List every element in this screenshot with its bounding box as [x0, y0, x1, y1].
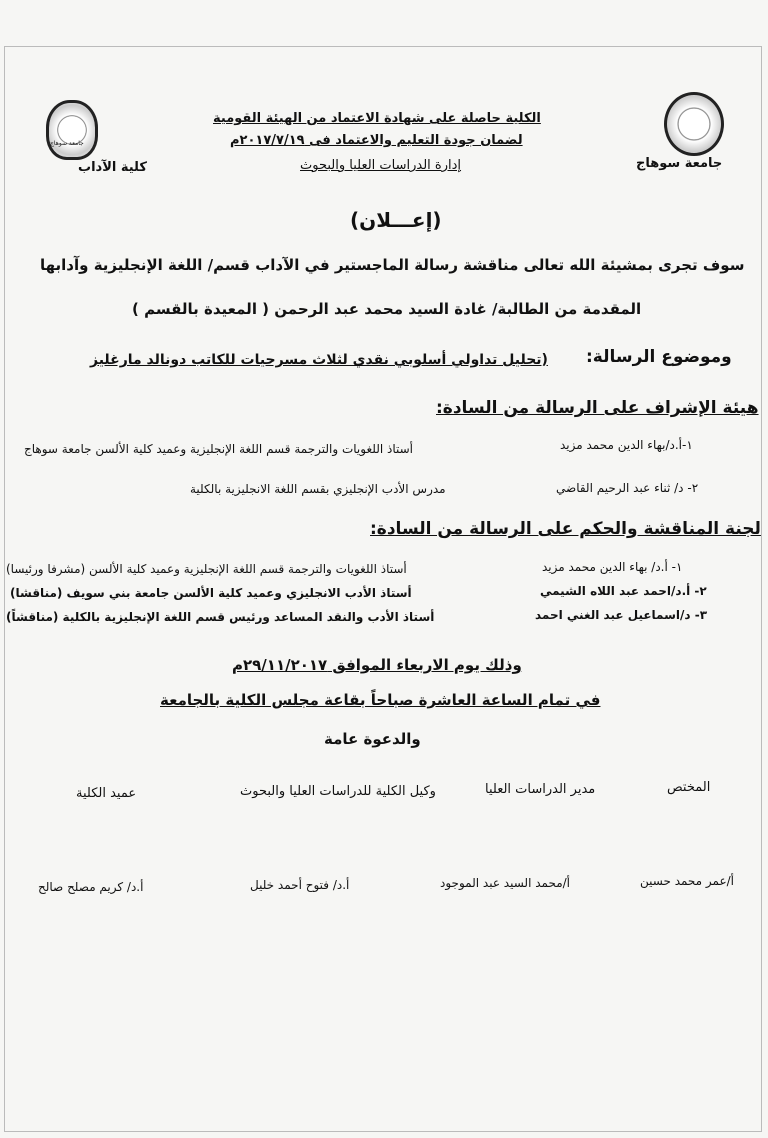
university-name: جامعة سوهاج	[636, 156, 723, 171]
committee-1-name: ١- أ.د/ بهاء الدين محمد مزيد	[542, 560, 683, 574]
supervisor-2-role: مدرس الأدب الإنجليزي بقسم اللغة الانجليزية بالكلية	[190, 482, 446, 496]
page-title: (إعـــلان)	[350, 208, 442, 232]
announcement-line-2: المقدمة من الطالبة/ غادة السيد محمد عبد الرحمن ( المعيدة بالقسم )	[132, 300, 642, 318]
invitation-line: والدعوة عامة	[324, 730, 421, 748]
committee-1-role: أستاذ اللغويات والترجمة قسم اللغة الإنجليزية وعميد كلية الألسن (مشرفا ورئيسا)	[6, 562, 407, 576]
signature-name-dean: أ.د/ كريم مصلح صالح	[38, 880, 144, 894]
committee-2-role: أستاذ الأدب الانجليزي وعميد كلية الألسن جامعة بني سويف (مناقشا)	[10, 586, 412, 600]
faculty-seal-text: جامعة سوهاج	[50, 140, 84, 147]
university-seal-icon	[664, 92, 724, 156]
supervisor-1-role: أستاذ اللغويات والترجمة قسم اللغة الإنجليزية وعميد كلية الألسن جامعة سوهاج	[24, 442, 414, 456]
date-line: وذلك يوم الاربعاء الموافق ٢٩/١١/٢٠١٧م	[232, 656, 522, 674]
signature-name-vice-dean: أ.د/ فتوح أحمد خليل	[250, 878, 350, 892]
thesis-title: (تحليل تداولي أسلوبي نقدي لثلاث مسرحيات للكاتب دونالد مارغليز	[90, 352, 548, 368]
thesis-label: وموضوع الرسالة:	[586, 347, 732, 367]
signature-name-specialist: أ/عمر محمد حسين	[640, 874, 735, 888]
faculty-name: كلية الآداب	[78, 160, 147, 175]
committee-2-name: ٢- أ.د/احمد عبد اللاه الشيمي	[540, 584, 707, 598]
committee-heading: لجنة المناقشة والحكم على الرسالة من السادة:	[370, 519, 761, 539]
department-name: إدارة الدراسات العليا والبحوث	[300, 158, 462, 173]
committee-3-role: أستاذ الأدب والنقد المساعد ورئيس قسم اللغة الإنجليزية بالكلية (مناقشاً)	[6, 610, 435, 624]
announcement-line-1: سوف تجرى بمشيئة الله تعالى مناقشة رسالة الماجستير في الآداب قسم/ اللغة الإنجليزية وآدابها	[40, 256, 745, 274]
accreditation-line-2: لضمان جودة التعليم والاعتماد فى ٢٠١٧/٧/١٩م	[230, 133, 523, 148]
supervision-heading: هيئة الإشراف على الرسالة من السادة:	[436, 398, 759, 418]
committee-3-name: ٣- د/اسماعيل عبد الغني احمد	[535, 608, 708, 622]
signature-title-grad-director: مدير الدراسات العليا	[485, 782, 596, 797]
signature-title-vice-dean: وكيل الكلية للدراسات العليا والبحوث	[240, 784, 436, 799]
signature-name-grad-director: أ/محمد السيد عبد الموجود	[440, 876, 571, 890]
signature-title-specialist: المختص	[667, 780, 711, 795]
supervisor-2-name: ٢- د/ ثناء عبد الرحيم القاضي	[556, 481, 699, 495]
accreditation-line-1: الكلية حاصلة على شهادة الاعتماد من الهيئة القومية	[213, 111, 541, 126]
time-line: في تمام الساعة العاشرة صباحاً بقاعة مجلس الكلية بالجامعة	[160, 691, 601, 709]
signature-title-dean: عميد الكلية	[76, 786, 137, 801]
faculty-seal-icon	[46, 100, 98, 160]
supervisor-1-name: ١-أ.د/بهاء الدين محمد مزيد	[560, 438, 693, 452]
